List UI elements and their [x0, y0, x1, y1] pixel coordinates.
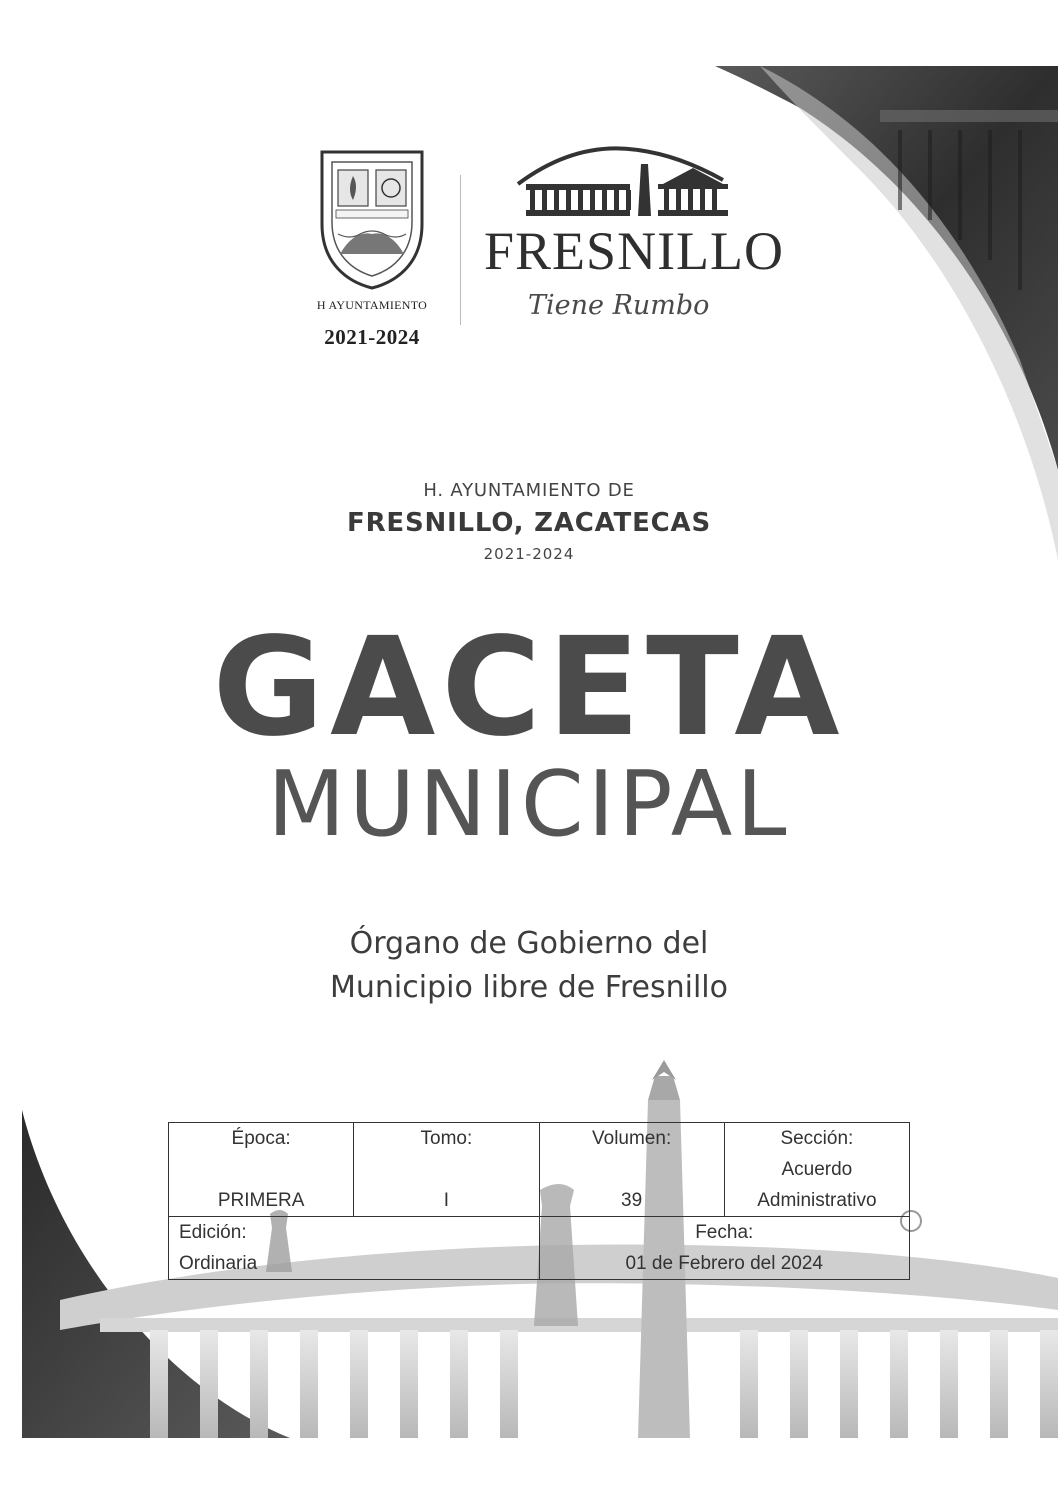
epoca-value: PRIMERA	[217, 1190, 305, 1211]
seccion-value-2: Administrativo	[757, 1190, 877, 1211]
edicion-value: Ordinaria	[179, 1253, 258, 1274]
seccion-label: Sección:	[780, 1128, 854, 1149]
municipal-seal	[302, 142, 442, 350]
edicion-label: Edición:	[179, 1222, 247, 1243]
header-city: FRESNILLO, ZACATECAS	[347, 508, 711, 538]
header-years: 2021-2024	[483, 545, 575, 563]
table-row	[169, 1217, 910, 1280]
subtitle-line-2: Municipio libre de Fresnillo	[330, 970, 728, 1005]
logo-tagline: Tiene Rumbo	[528, 290, 710, 321]
coat-of-arms-icon	[308, 142, 436, 290]
subtitle-line-1: Órgano de Gobierno del	[349, 926, 709, 961]
header-ayuntamiento: H. AYUNTAMIENTO DE	[423, 480, 635, 501]
logo-wordmark: FRESNILLO	[484, 221, 785, 281]
title-municipal: MUNICIPAL	[267, 752, 791, 857]
tomo-label: Tomo:	[420, 1128, 473, 1149]
tomo-value: I	[443, 1190, 450, 1211]
seccion-cell	[724, 1123, 909, 1217]
volumen-cell	[539, 1123, 724, 1217]
gazette-info-table	[168, 1122, 910, 1280]
subtitle	[0, 922, 1058, 1010]
edicion-cell	[169, 1217, 540, 1280]
logo-divider	[460, 175, 461, 325]
fecha-value: 01 de Febrero del 2024	[625, 1253, 824, 1274]
fecha-cell	[539, 1217, 910, 1280]
volumen-label: Volumen:	[592, 1128, 672, 1149]
seal-years: 2021-2024	[324, 325, 420, 349]
monument-skyline-icon	[478, 140, 778, 230]
tomo-cell	[354, 1123, 539, 1217]
volumen-value: 39	[621, 1190, 643, 1211]
fecha-label: Fecha:	[695, 1222, 754, 1243]
seal-caption: H AYUNTAMIENTO	[316, 298, 428, 312]
epoca-label: Época:	[231, 1128, 291, 1149]
table-row	[169, 1123, 910, 1217]
title-gaceta: GACETA	[212, 609, 846, 767]
epoca-cell	[169, 1123, 354, 1217]
seccion-value-1: Acuerdo	[781, 1159, 853, 1180]
